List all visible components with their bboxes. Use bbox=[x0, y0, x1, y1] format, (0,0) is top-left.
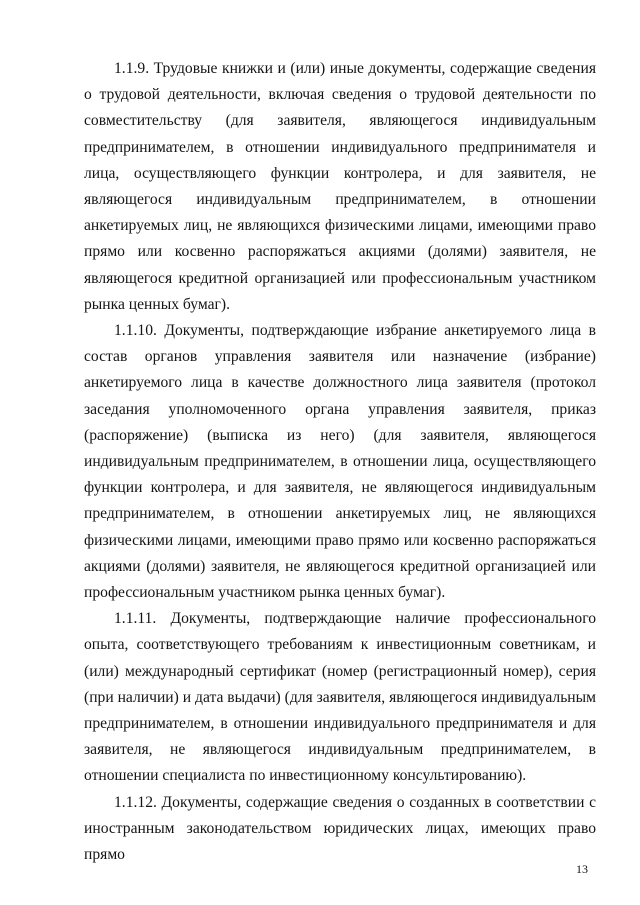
paragraph-1-1-12: 1.1.12. Документы, содержащие сведения о созданных в соответствии с иностранным законодательством юридических лицах, имеющих право прямо bbox=[84, 793, 596, 864]
paragraph-1-1-11: 1.1.11. Документы, подтверждающие наличие профессионального опыта, соответствующего требованиям к инвестиционным советникам, и (или) международный сертификат (номер (регистрационный номер), серия (при наличии) и дата выдачи) (для заявителя, являющегося индивидуальным предпринимателем, в отношении индивидуального предпринимателя и для заявителя, не являющегося индивидуальным предпринимателем, в отношении специалиста по инвестиционному консультированию). bbox=[84, 610, 596, 785]
body-text bbox=[84, 56, 596, 868]
page-number: 13 bbox=[576, 862, 588, 876]
paragraph-1-1-9: 1.1.9. Трудовые книжки и (или) иные документы, содержащие сведения о трудовой деятельности, включая сведения о трудовой деятельности по совместительству (для заявителя, являющегося индивидуальным предпринимателем, в отношении индивидуального предпринимателя и лица, осуществляющего функции контролера, и для заявителя, не являющегося индивидуальным предпринимателем, в отношении анкетируемых лиц, не являющихся физическими лицами, имеющими право прямо или косвенно распоряжаться акциями (долями) заявителя, не являющегося кредитной организацией или профессиональным участником рынка ценных бумаг). bbox=[84, 60, 596, 313]
paragraph-1-1-10: 1.1.10. Документы, подтверждающие избрание анкетируемого лица в состав органов управления заявителя или назначение (избрание) анкетируемого лица в качестве должностного лица заявителя (протокол заседания уполномоченного органа управления заявителя, приказ (распоряжение) (выписка из него) (для заявителя, являющегося индивидуальным предпринимателем, в отношении лица, осуществляющего функции контролера, и для заявителя, не являющегося индивидуальным предпринимателем, в отношении анкетируемых лиц, не являющихся физическими лицами, имеющими право прямо или косвенно распоряжаться акциями (долями) заявителя, не являющегося кредитной организацией или профессиональным участником рынка ценных бумаг). bbox=[84, 322, 596, 602]
